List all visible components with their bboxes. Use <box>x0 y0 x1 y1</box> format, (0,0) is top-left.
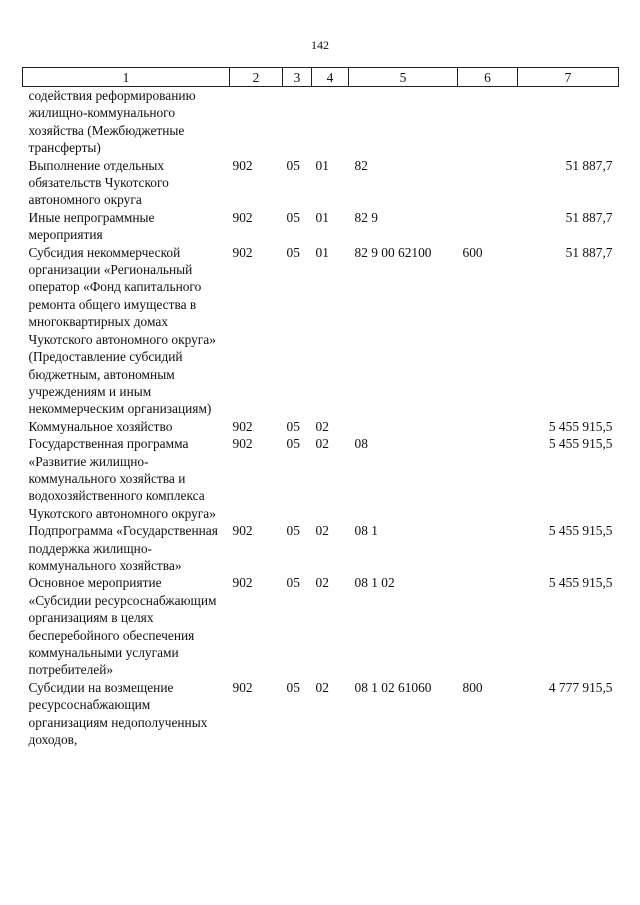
table-row <box>23 522 619 574</box>
row-amount: 5 455 915,5 <box>548 436 613 452</box>
row-target: 82 <box>354 157 368 173</box>
row-section: 05 <box>286 523 300 539</box>
row-subsection: 02 <box>315 523 329 539</box>
table-row <box>23 435 619 522</box>
row-section: 05 <box>286 679 300 695</box>
table-row <box>23 679 619 749</box>
row-expense-type <box>458 522 518 574</box>
row-expense-type: 800 <box>462 679 483 695</box>
row-name: содействия реформированию жилищно-коммунального хозяйства (Межбюджетные трансферты) <box>28 88 196 156</box>
table-row <box>23 87 619 157</box>
row-subsection: 02 <box>315 436 329 452</box>
row-target: 08 1 02 61060 <box>354 679 432 695</box>
row-expense-type <box>458 435 518 522</box>
row-code: 902 <box>232 436 253 452</box>
row-expense-type <box>458 209 518 244</box>
column-header-target: 5 <box>349 68 458 87</box>
row-code: 902 <box>232 679 253 695</box>
row-target <box>349 418 458 435</box>
table-row <box>23 244 619 418</box>
table-row <box>23 209 619 244</box>
row-code: 902 <box>232 575 253 591</box>
row-section: 05 <box>286 575 300 591</box>
row-amount: 5 455 915,5 <box>548 523 613 539</box>
row-name: Субсидия некоммерческой организации «Региональный оператор «Фонд капитального ремонта общего имущества в многоквартирных домах Чукотского автономного округа» (Предоставление субсидий бюджетным, автономным учреждениям и иным некоммерческим организациям) <box>28 244 216 417</box>
row-target: 08 1 <box>354 523 378 539</box>
table-header-row <box>23 68 619 87</box>
page-number: 142 <box>311 38 329 52</box>
column-header-name: 1 <box>23 68 230 87</box>
column-header-section: 3 <box>283 68 312 87</box>
table-body <box>23 87 619 749</box>
row-amount: 5 455 915,5 <box>548 575 613 591</box>
row-target <box>349 87 458 157</box>
row-subsection: 02 <box>315 418 329 434</box>
table-row <box>23 574 619 678</box>
row-amount: 4 777 915,5 <box>548 679 613 695</box>
row-section: 05 <box>286 244 300 260</box>
row-code: 902 <box>232 523 253 539</box>
row-expense-type <box>458 157 518 209</box>
row-section: 05 <box>286 209 300 225</box>
row-subsection: 02 <box>315 679 329 695</box>
row-name: Субсидии на возмещение ресурсоснабжающим организациям недополученных доходов, <box>28 679 208 748</box>
row-amount: 51 887,7 <box>565 209 613 225</box>
row-name: Государственная программа «Развитие жилищно-коммунального хозяйства и водохозяйственного комплекса Чукотского автономного округа» <box>28 436 216 521</box>
table-row <box>23 418 619 435</box>
row-subsection <box>312 87 349 157</box>
row-name: Иные непрограммные мероприятия <box>28 209 155 243</box>
row-expense-type <box>458 574 518 678</box>
row-section: 05 <box>286 418 300 434</box>
row-name: Коммунальное хозяйство <box>28 418 173 434</box>
row-subsection: 01 <box>315 209 329 225</box>
column-header-subsection: 4 <box>312 68 349 87</box>
table-row <box>23 157 619 209</box>
row-target: 08 <box>354 436 368 452</box>
row-target: 08 1 02 <box>354 575 395 591</box>
row-expense-type <box>458 87 518 157</box>
budget-table <box>22 67 619 748</box>
row-subsection: 02 <box>315 575 329 591</box>
row-code <box>230 87 283 157</box>
column-header-code: 2 <box>230 68 283 87</box>
row-code: 902 <box>232 157 253 173</box>
column-header-expense-type: 6 <box>458 68 518 87</box>
row-subsection: 01 <box>315 157 329 173</box>
row-name: Подпрограмма «Государственная поддержка жилищно-коммунального хозяйства» <box>28 523 218 573</box>
row-amount: 51 887,7 <box>565 244 613 260</box>
column-header-amount: 7 <box>518 68 619 87</box>
row-amount: 5 455 915,5 <box>548 418 613 434</box>
row-code: 902 <box>232 418 253 434</box>
row-subsection: 01 <box>315 244 329 260</box>
row-name: Основное мероприятие «Субсидии ресурсоснабжающим организациям в целях бесперебойного обеспечения коммунальными услугами потребителей» <box>28 575 217 678</box>
row-code: 902 <box>232 209 253 225</box>
row-section <box>283 87 312 157</box>
row-section: 05 <box>286 436 300 452</box>
row-name: Выполнение отдельных обязательств Чукотского автономного округа <box>28 157 169 208</box>
row-target: 82 9 00 62100 <box>354 244 432 260</box>
row-amount <box>518 87 619 157</box>
row-code: 902 <box>232 244 253 260</box>
row-expense-type: 600 <box>462 244 483 260</box>
row-expense-type <box>458 418 518 435</box>
row-section: 05 <box>286 157 300 173</box>
row-amount: 51 887,7 <box>565 157 613 173</box>
row-target: 82 9 <box>354 209 378 225</box>
